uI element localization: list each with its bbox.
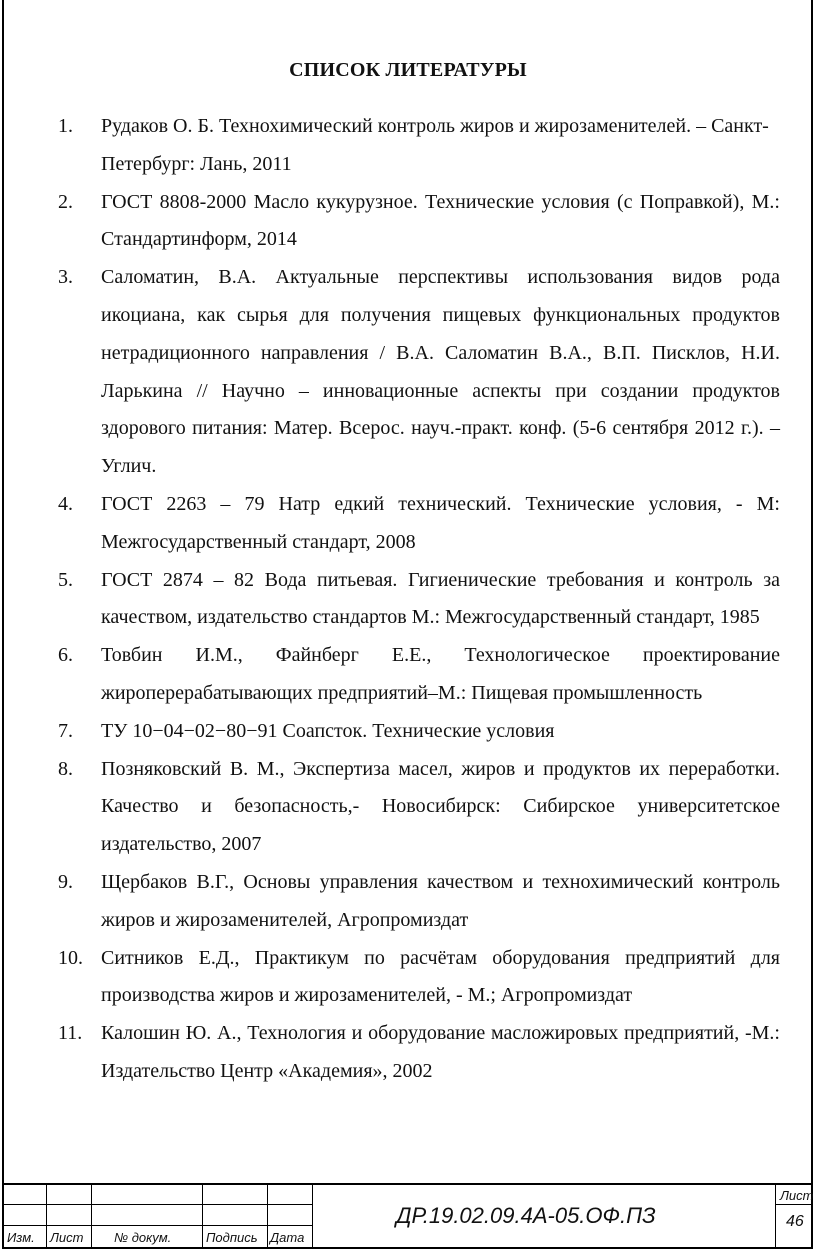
sheet-number: 46	[786, 1213, 804, 1230]
list-item-number: 7.	[58, 719, 73, 742]
stamp-label-list: Лист	[50, 1230, 84, 1245]
list-item-number: 10.	[58, 946, 83, 969]
list-item-text: Саломатин, В.А. Актуальные перспективы использования видов рода икоциана, как сырья для получения пищевых функциональных продуктов нетрадиционного направления / В.А. Саломатин В.А., В.П. Писклов, Н.И. Ларькина // Научно – инновационные аспекты при создании продуктов здорового питания: Матер. Всерос. науч.-практ. конф. (5-6 сентября 2012 г.). – Углич.	[101, 266, 780, 478]
title-block-divider	[202, 1185, 203, 1247]
list-item-text: Калошин Ю. А., Технология и оборудование масложировых предприятий, -М.: Издательство Центр «Академия», 2002	[101, 1022, 780, 1082]
list-item-number: 2.	[58, 190, 73, 213]
list-item	[58, 751, 780, 864]
list-item-text: ГОСТ 8808-2000 Масло кукурузное. Технические условия (с Поправкой), М.: Стандартинформ, 2014	[101, 190, 780, 251]
title-block-row-line	[4, 1225, 312, 1226]
reference-list	[58, 108, 780, 1091]
list-item	[58, 184, 780, 260]
list-item	[58, 259, 780, 486]
title-block-divider	[267, 1185, 268, 1247]
document-code: ДР.19.02.09.4А-05.ОФ.ПЗ	[396, 1203, 656, 1228]
list-item-text: Рудаков О. Б. Технохимический контроль жиров и жирозаменителей. – Санкт-Петербург: Лань, 2011	[101, 115, 769, 175]
title-block-divider	[312, 1185, 313, 1247]
list-item	[58, 562, 780, 638]
stamp-label-sign: Подпись	[206, 1230, 258, 1245]
list-item-text: ТУ 10−04−02−80−91 Соапсток. Технические условия	[101, 719, 555, 742]
list-item-number: 1.	[58, 115, 73, 137]
title-block-divider	[91, 1185, 92, 1247]
list-item	[58, 713, 780, 751]
list-item	[58, 1015, 780, 1091]
sheet-divider	[775, 1204, 811, 1205]
list-item-number: 3.	[58, 266, 73, 289]
list-item-text: ГОСТ 2263 – 79 Натр едкий технический. Технические условия, - М: Межгосударственный стандарт, 2008	[101, 492, 780, 553]
title-block-divider	[775, 1185, 776, 1247]
list-item-number: 5.	[58, 568, 73, 591]
list-item	[58, 637, 780, 713]
list-item-text: Позняковский В. М., Экспертиза масел, жиров и продуктов их переработки. Качество и безопасность,- Новосибирск: Сибирское университетское издательство, 2007	[101, 757, 780, 856]
list-item-number: 4.	[58, 492, 73, 515]
list-item-text: ГОСТ 2874 – 82 Вода питьевая. Гигиенические требования и контроль за качеством, издательство стандартов М.: Межгосударственный стандарт, 1985	[101, 568, 780, 629]
list-item-text: Товбин И.М., Файнберг Е.Е., Технологическое проектирование жироперерабатывающих предприятий–М.: Пищевая промышленность	[101, 644, 780, 704]
stamp-label-doc: № докум.	[114, 1230, 172, 1245]
title-block	[4, 1183, 814, 1247]
list-item-number: 6.	[58, 644, 73, 667]
title-block-divider	[46, 1185, 47, 1247]
list-item	[58, 108, 780, 184]
list-item-number: 11.	[58, 1022, 83, 1045]
list-item-number: 8.	[58, 757, 73, 780]
list-item	[58, 864, 780, 940]
stamp-label-date: Дата	[270, 1230, 305, 1245]
title-block-row-line	[4, 1204, 312, 1205]
list-item-text: Щербаков В.Г., Основы управления качеством и технохимический контроль жиров и жирозаменителей, Агропромиздат	[101, 870, 780, 931]
list-item-text: Ситников Е.Д., Практикум по расчётам оборудования предприятий для производства жиров и жирозаменителей, - М.; Агропромиздат	[101, 946, 780, 1007]
stamp-label-izm: Изм.	[7, 1230, 35, 1245]
list-item	[58, 486, 780, 562]
page-title: СПИСОК ЛИТЕРАТУРЫ	[289, 59, 527, 81]
list-item	[58, 940, 780, 1016]
sheet-label: Лист	[780, 1188, 814, 1203]
list-item-number: 9.	[58, 870, 73, 893]
